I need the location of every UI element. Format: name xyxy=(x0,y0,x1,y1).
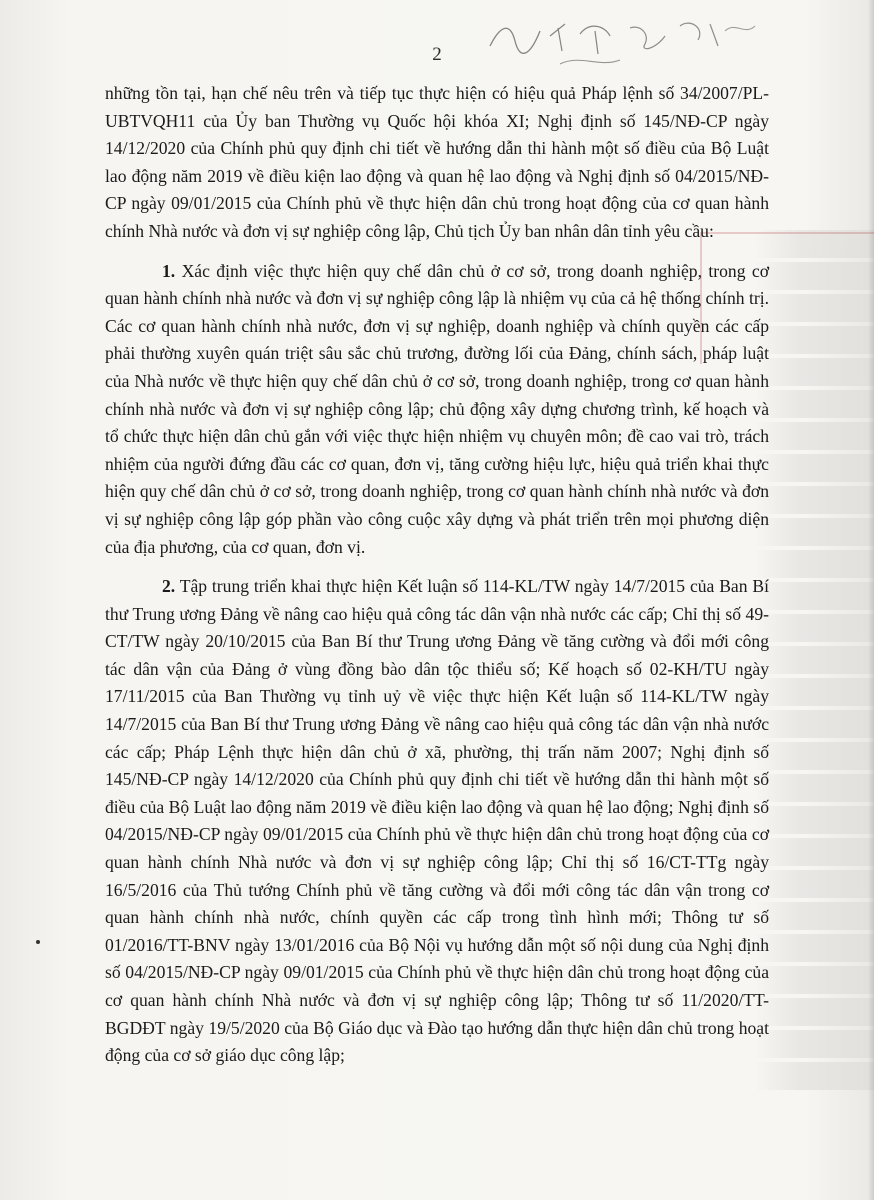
scan-speck xyxy=(36,940,40,944)
item-number: 1. xyxy=(162,260,176,281)
paragraph-item-2 xyxy=(105,573,769,1070)
paragraph-intro: những tồn tại, hạn chế nêu trên và tiếp tục thực hiện có hiệu quả Pháp lệnh số 34/2007/PL-UBTVQH11 của Ủy ban Thường vụ Quốc hội khóa XI; Nghị định số 145/NĐ-CP ngày 14/12/2020 của Chính phủ quy định chi tiết về hướng dẫn thi hành một số điều của Bộ Luật lao động năm 2019 về điều kiện lao động và quan hệ lao động và Nghị định số 04/2015/NĐ-CP ngày 09/01/2015 của Chính phủ về thực hiện dân chủ trong hoạt động của cơ quan hành chính Nhà nước và đơn vị sự nghiệp công lập, Chủ tịch Ủy ban nhân dân tỉnh yêu cầu: xyxy=(105,83,769,241)
reverse-side-bleed xyxy=(754,230,874,1130)
item-text: Tập trung triển khai thực hiện Kết luận số 114-KL/TW ngày 14/7/2015 của Ban Bí thư Trung ương Đảng về nâng cao hiệu quả công tác dân vận nhà nước các cấp; Chỉ thị số 49-CT/TW ngày 20/10/2015 của Ban Bí thư Trung ương Đảng về tăng cường và đổi mới công tác dân vận của Đảng ở vùng đồng bào dân tộc thiểu số; Kế hoạch số 02-KH/TU ngày 17/11/2015 của Ban Thường vụ tỉnh uỷ về việc thực hiện Kết luận số 114-KL/TW ngày 14/7/2015 của Ban Bí thư Trung ương Đảng về nâng cao hiệu quả công tác dân vận nhà nước các cấp; Pháp Lệnh thực hiện dân chủ ở xã, phường, thị trấn năm 2007; Nghị định số 145/NĐ-CP ngày 14/12/2020 của Chính phủ quy định chi tiết về hướng dẫn thi hành một số điều của Bộ Luật lao động năm 2019 về điều kiện lao động và quan hệ lao động; Nghị định số 04/2015/NĐ-CP ngày 09/01/2015 của Chính phủ về thực hiện dân chủ trong hoạt động của cơ quan hành chính Nhà nước và đơn vị sự nghiệp công lập; Chỉ thị số 16/CT-TTg ngày 16/5/2016 của Thủ tướng Chính phủ về tăng cường và đổi mới công tác dân vận trong cơ quan hành chính nhà nước, chính quyền các cấp trong tình hình mới; Thông tư số 01/2016/TT-BNV ngày 13/01/2016 của Bộ Nội vụ hướng dẫn một số nội dung của Nghị định số 04/2015/NĐ-CP ngày 09/01/2015 của Chính phủ về thực hiện dân chủ trong hoạt động của cơ quan hành chính Nhà nước và đơn vị sự nghiệp công lập; Thông tư số 11/2020/TT-BGDĐT ngày 19/5/2020 của Bộ Giáo dục và Đào tạo hướng dẫn thực hiện dân chủ trong hoạt động của cơ sở giáo dục công lập; xyxy=(105,576,769,1066)
item-text: Xác định việc thực hiện quy chế dân chủ ở cơ sở, trong doanh nghiệp, trong cơ quan hành chính nhà nước và đơn vị sự nghiệp công lập là nhiệm vụ của cả hệ thống chính trị. Các cơ quan hành chính nhà nước, đơn vị sự nghiệp, doanh nghiệp và chính quyền các cấp phải thường xuyên quán triệt sâu sắc chủ trương, đường lối của Đảng, chính sách, pháp luật của Nhà nước về thực hiện quy chế dân chủ ở cơ sở, trong doanh nghiệp, trong cơ quan hành chính nhà nước và đơn vị sự nghiệp công lập; chủ động xây dựng chương trình, kế hoạch và tổ chức thực hiện dân chủ gắn với việc thực hiện nhiệm vụ chuyên môn; đề cao vai trò, trách nhiệm của người đứng đầu các cơ quan, đơn vị, tăng cường hiệu lực, hiệu quả triển khai thực hiện quy chế dân chủ ở cơ sở, trong doanh nghiệp, trong cơ quan hành chính nhà nước và đơn vị sự nghiệp công lập góp phần vào công cuộc xây dựng và phát triển trên mọi phương diện của địa phương, của cơ quan, đơn vị. xyxy=(105,260,769,557)
page-number: 2 xyxy=(432,44,442,65)
document-body xyxy=(105,80,769,1070)
item-number: 2. xyxy=(162,576,176,597)
paragraph-item-1 xyxy=(105,258,769,562)
